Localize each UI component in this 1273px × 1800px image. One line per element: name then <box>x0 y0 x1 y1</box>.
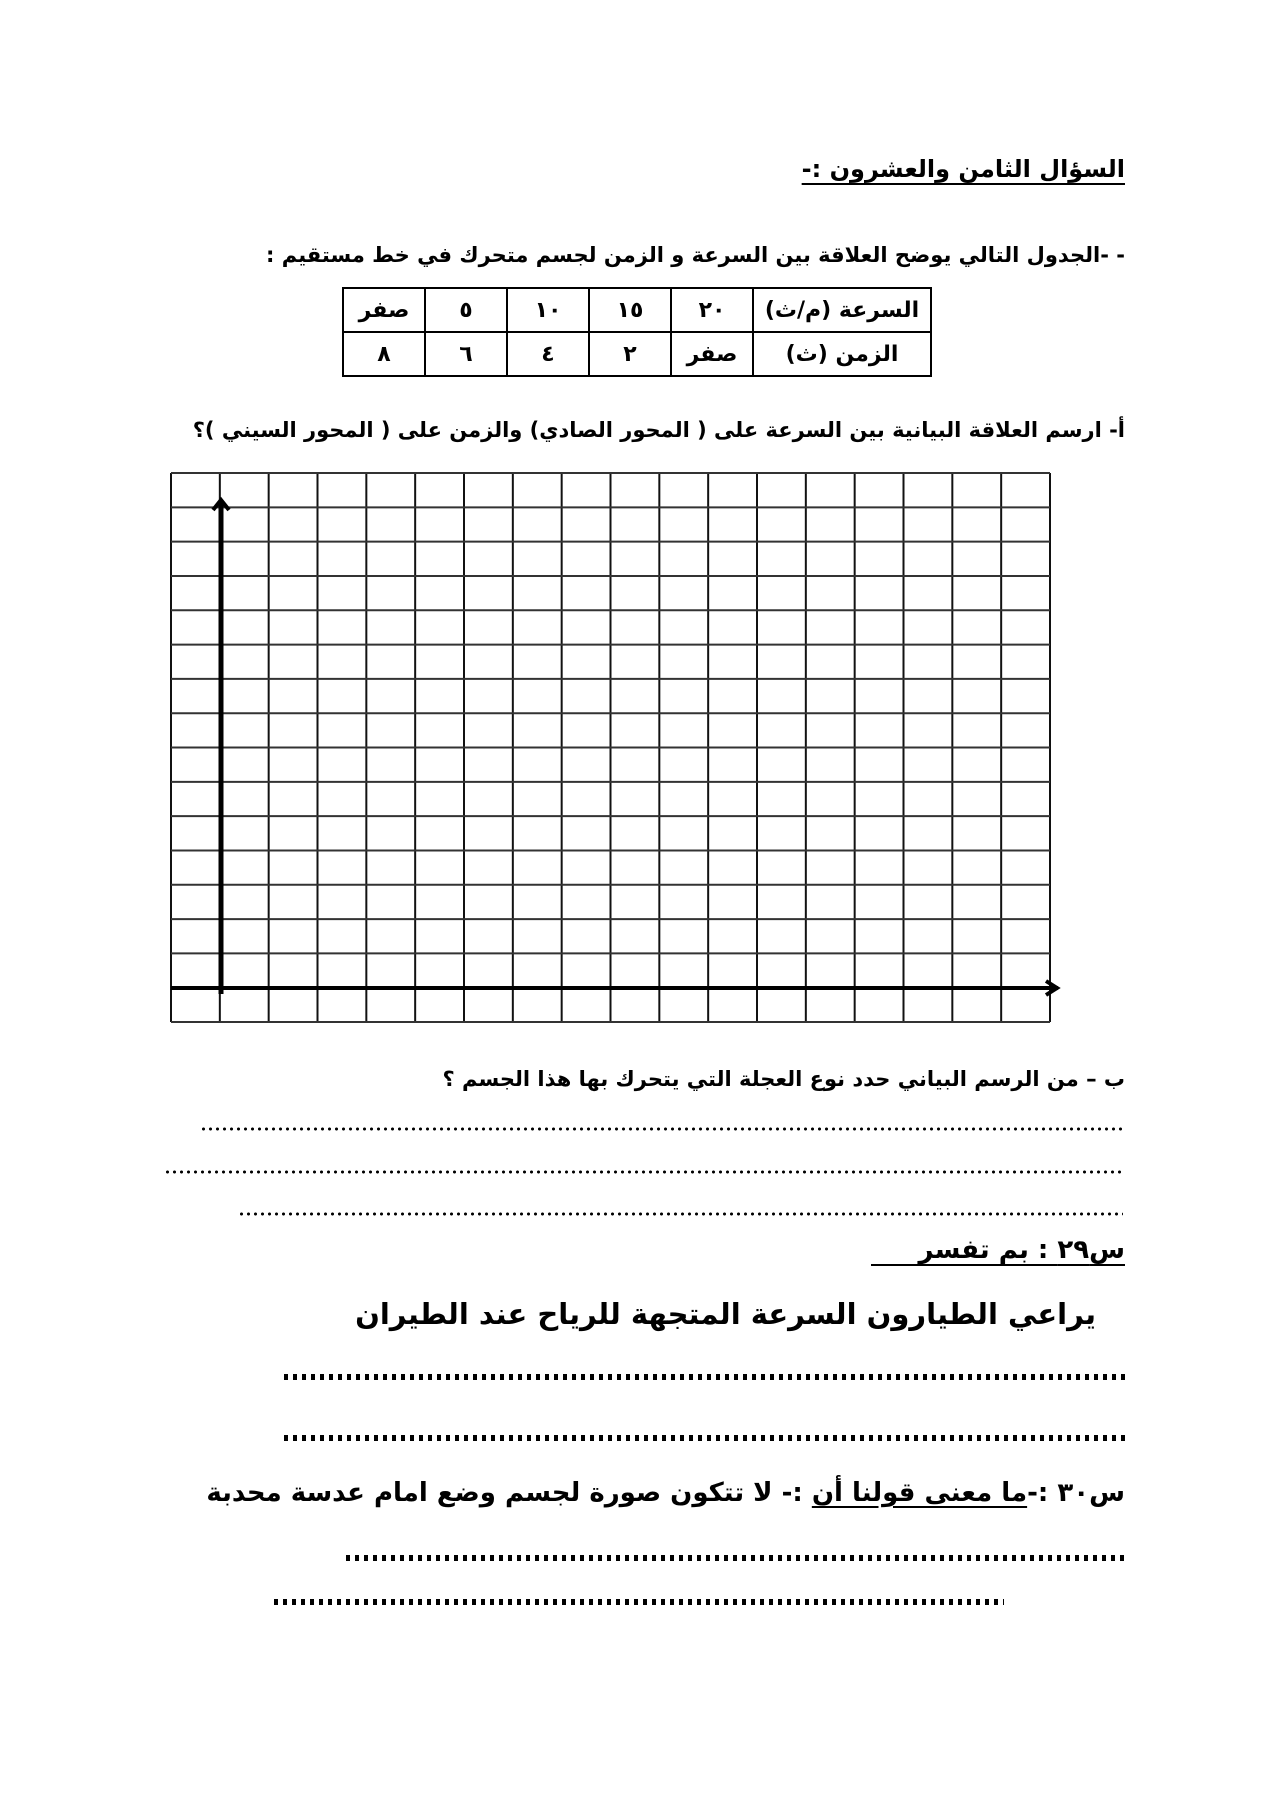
answer-line[interactable] <box>238 1212 1123 1216</box>
question-28-title: السؤال الثامن والعشرون :- <box>801 155 1125 183</box>
question-28-intro: - -الجدول التالي يوضح العلاقة بين السرعة و الزمن لجسم متحرك في خط مستقيم : <box>266 243 1125 267</box>
question-30-number: س٣٠ :- <box>1027 1478 1125 1508</box>
table-cell: ١٥ <box>589 288 671 332</box>
answer-line[interactable] <box>274 1599 1004 1605</box>
title-underline <box>871 1263 919 1266</box>
table-header-time: الزمن (ث) <box>753 332 931 376</box>
answer-line[interactable] <box>200 1127 1123 1131</box>
answer-line[interactable] <box>284 1435 1126 1441</box>
answer-line[interactable] <box>284 1374 1126 1380</box>
table-header-speed: السرعة (م/ث) <box>753 288 931 332</box>
table-cell: ٢ <box>589 332 671 376</box>
table-cell: صفر <box>343 288 425 332</box>
question-29-title <box>871 1235 1125 1266</box>
answer-line[interactable] <box>164 1170 1123 1174</box>
x-axis-arrow <box>171 981 1058 995</box>
table-cell: ٢٠ <box>671 288 753 332</box>
table-cell: ٤ <box>507 332 589 376</box>
question-29-statement: يراعي الطيارون السرعة المتجهة للرياح عند الطيران <box>355 1297 1096 1331</box>
question-30-prompt <box>206 1478 1125 1508</box>
table-cell: صفر <box>671 332 753 376</box>
answer-line[interactable] <box>346 1555 1126 1561</box>
grid-lines <box>171 473 1050 1022</box>
question-29-label: س٢٩ : بم تفسر <box>918 1235 1125 1265</box>
table-cell: ٨ <box>343 332 425 376</box>
part-b-prompt: ب – من الرسم البياني حدد نوع العجلة التي يتحرك بها هذا الجسم ؟ <box>442 1067 1125 1091</box>
question-30-rest: :- لا تتكون صورة لجسم وضع امام عدسة محدبة <box>206 1478 812 1508</box>
part-a-prompt: أ- ارسم العلاقة البيانية بين السرعة على ( المحور الصادي) والزمن على ( المحور السيني )؟ <box>192 418 1125 442</box>
table-cell: ٦ <box>425 332 507 376</box>
question-30-underlined: ما معنى قولنا أن <box>811 1478 1028 1508</box>
table-cell: ١٠ <box>507 288 589 332</box>
table-cell: ٥ <box>425 288 507 332</box>
